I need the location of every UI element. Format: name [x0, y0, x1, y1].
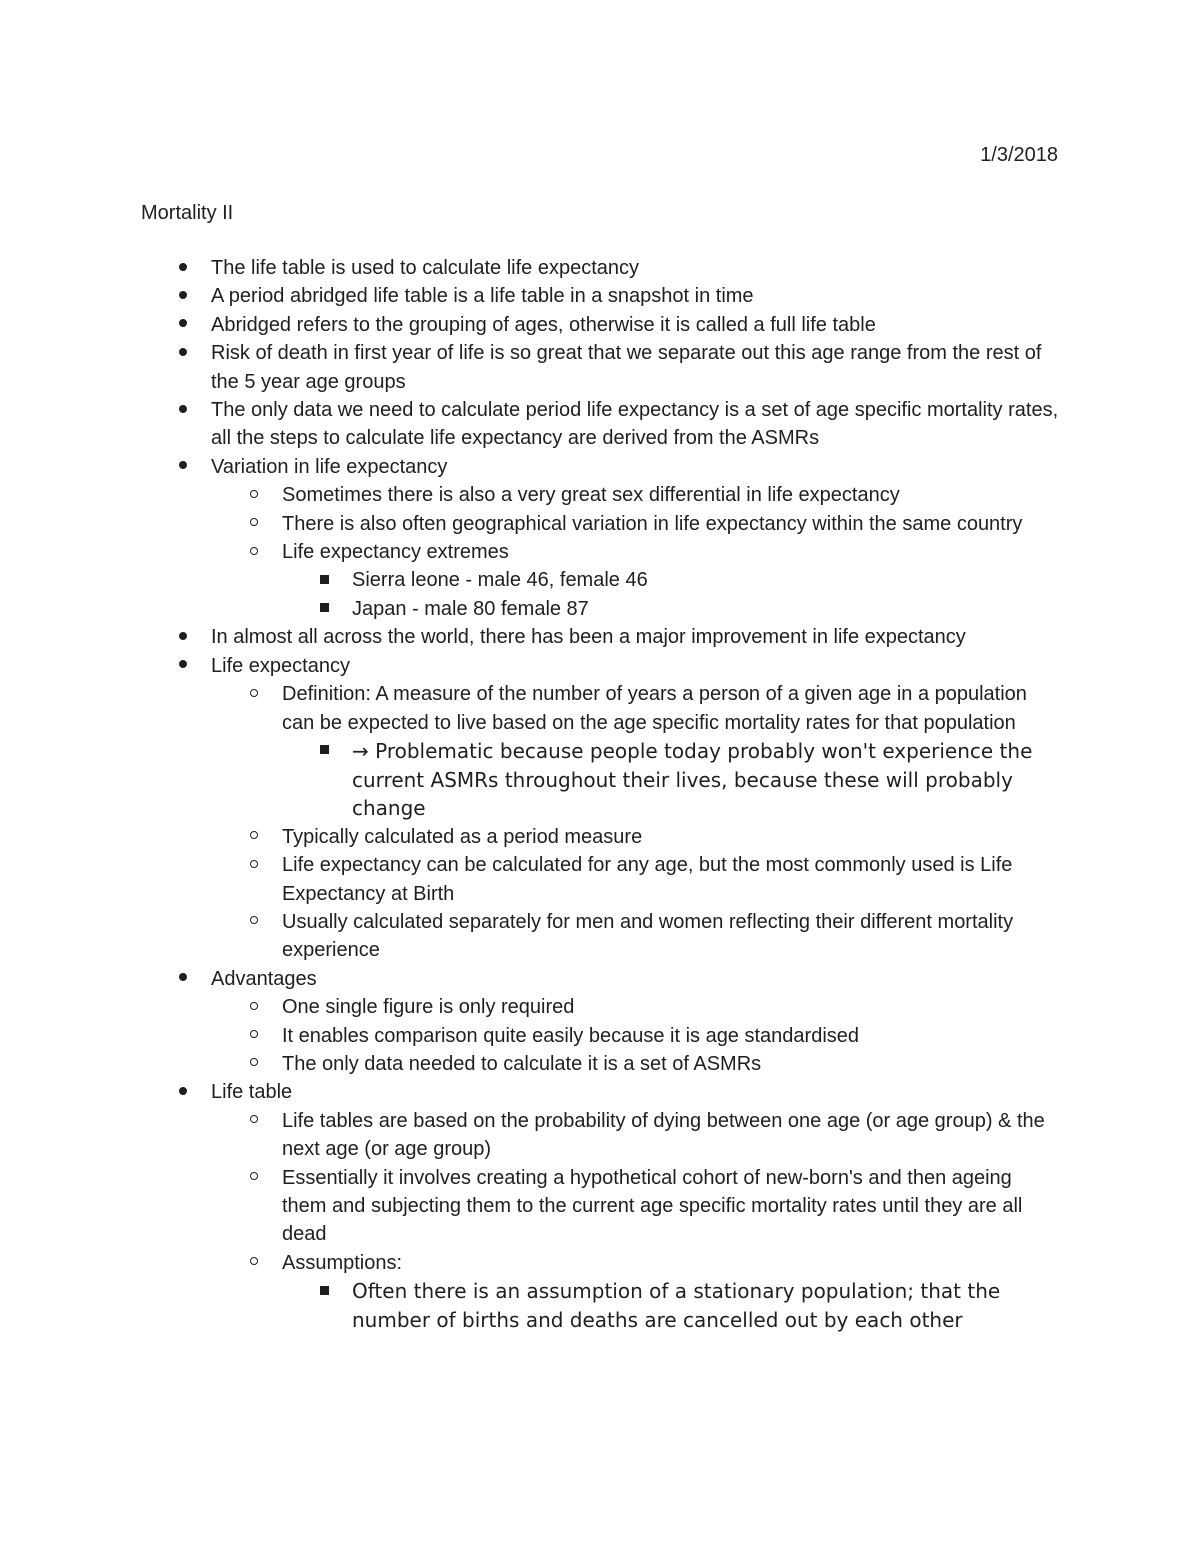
- list-item: [141, 339, 1061, 396]
- list-level-3: [141, 1277, 1061, 1334]
- list-item-text: Life tables are based on the probability of dying between one age (or age group) & the next age (or age group): [282, 1109, 1045, 1161]
- list-item: [141, 823, 1061, 851]
- list-item-text: One single figure is only required: [282, 996, 575, 1019]
- list-level-1: [141, 396, 1061, 453]
- list-item-text: In almost all across the world, there has been a major improvement in life expectancy: [211, 626, 966, 649]
- list-level-3: [141, 737, 1061, 823]
- bullet-dot-icon: [173, 652, 193, 680]
- list-item: [141, 1107, 1061, 1164]
- bullet-circle-icon: [244, 680, 264, 708]
- list-item: [141, 1050, 1061, 1078]
- bullet-circle-icon: [244, 1050, 264, 1078]
- list-item: [141, 595, 1061, 623]
- list-level-2: [141, 1050, 1061, 1078]
- list-level-1: [141, 254, 1061, 282]
- list-item: [141, 623, 1061, 651]
- bullet-circle-icon: [244, 538, 264, 566]
- bullet-circle-icon: [244, 851, 264, 879]
- list-item: [141, 396, 1061, 453]
- list-item-text: Life expectancy extremes: [282, 541, 509, 564]
- list-level-1: [141, 311, 1061, 339]
- list-item: [141, 1078, 1061, 1106]
- list-item-text: It enables comparison quite easily because it is age standardised: [282, 1024, 860, 1047]
- list-item: [141, 1277, 1061, 1334]
- bullet-dot-icon: [173, 311, 193, 339]
- bullet-dot-icon: [173, 396, 193, 424]
- list-item: [141, 538, 1061, 566]
- list-level-2: [141, 908, 1061, 965]
- list-item-text: Life expectancy: [211, 654, 350, 677]
- list-item: [141, 510, 1061, 538]
- list-item: [141, 993, 1061, 1021]
- list-item-text: Typically calculated as a period measure: [282, 825, 643, 848]
- list-item: [141, 453, 1061, 481]
- list-item: [141, 680, 1061, 737]
- list-level-1: [141, 339, 1061, 396]
- list-level-1: [141, 1078, 1061, 1106]
- list-item-text: Usually calculated separately for men and women reflecting their different mortality experience: [282, 910, 1014, 962]
- date-label: 1/3/2018: [980, 144, 1058, 166]
- list-item: [141, 1164, 1061, 1249]
- list-level-1: [141, 965, 1061, 993]
- list-item-text: The only data needed to calculate it is a set of ASMRs: [282, 1052, 762, 1075]
- list-item-text: A period abridged life table is a life table in a snapshot in time: [211, 285, 754, 308]
- list-level-2: [141, 510, 1061, 538]
- list-item-text: Definition: A measure of the number of years a person of a given age in a population can be expected to live based on the age specific mortality rates for that population: [282, 683, 1027, 734]
- list-item-text: Often there is an assumption of a stationary population; that the number of births and deaths are cancelled out by each other: [352, 1279, 1001, 1332]
- bullet-circle-icon: [244, 993, 264, 1021]
- list-item-text: Sierra leone - male 46, female 46: [352, 569, 648, 592]
- bullet-circle-icon: [244, 1164, 264, 1192]
- list-item: [141, 908, 1061, 965]
- list-item: [141, 965, 1061, 993]
- list-item-text: Assumptions:: [282, 1251, 403, 1274]
- list-item: [141, 737, 1061, 823]
- bullet-dot-icon: [173, 623, 193, 651]
- bullet-dot-icon: [173, 1078, 193, 1106]
- list-item-text: Advantages: [211, 967, 317, 990]
- list-level-1: [141, 652, 1061, 680]
- list-level-2: [141, 481, 1061, 509]
- list-item-text: Sometimes there is also a very great sex differential in life expectancy: [282, 484, 900, 507]
- list-level-2: [141, 851, 1061, 908]
- bullet-circle-icon: [244, 1249, 264, 1277]
- list-level-2: [141, 538, 1061, 566]
- list-item-text: Essentially it involves creating a hypothetical cohort of new-born's and then ageing them and subjecting them to the current age specific mortality rates until they are all dead: [282, 1166, 1023, 1246]
- bullet-dot-icon: [173, 254, 193, 282]
- list-item-text: Risk of death in first year of life is so great that we separate out this age range from the rest of the 5 year age groups: [211, 342, 1042, 393]
- list-item-text: Japan - male 80 female 87: [352, 597, 589, 620]
- bullet-circle-icon: [244, 1107, 264, 1135]
- list-item: [141, 254, 1061, 282]
- list-item-text: Variation in life expectancy: [211, 455, 448, 478]
- list-item-text: Abridged refers to the grouping of ages, otherwise it is called a full life table: [211, 313, 876, 336]
- list-item-text: → Problematic because people today probably won't experience the current ASMRs throughout their lives, because these will probably change: [352, 738, 1033, 821]
- list-item: [141, 851, 1061, 908]
- list-level-2: [141, 823, 1061, 851]
- bullet-dot-icon: [173, 453, 193, 481]
- list-item: [141, 566, 1061, 594]
- list-level-2: [141, 993, 1061, 1021]
- list-item-text: Life expectancy can be calculated for any age, but the most commonly used is Life Expectancy at Birth: [282, 854, 1013, 905]
- bullet-circle-icon: [244, 1022, 264, 1050]
- list-level-2: [141, 1249, 1061, 1277]
- bullet-circle-icon: [244, 908, 264, 936]
- bullet-circle-icon: [244, 481, 264, 509]
- list-item-text: The life table is used to calculate life expectancy: [211, 257, 640, 279]
- bullet-dot-icon: [173, 282, 193, 310]
- bullet-square-icon: [314, 595, 334, 623]
- bullet-circle-icon: [244, 823, 264, 851]
- bullet-square-icon: [314, 1277, 334, 1305]
- list-item: [141, 481, 1061, 509]
- bullet-square-icon: [314, 737, 334, 765]
- list-level-2: [141, 1022, 1061, 1050]
- list-level-1: [141, 623, 1061, 651]
- list-item-text: Life table: [211, 1081, 293, 1104]
- list-item: [141, 311, 1061, 339]
- notes-list: [141, 254, 1061, 1334]
- list-level-2: [141, 1164, 1061, 1249]
- list-level-2: [141, 1107, 1061, 1164]
- bullet-dot-icon: [173, 339, 193, 367]
- list-level-1: [141, 282, 1061, 310]
- list-item-text: There is also often geographical variation in life expectancy within the same country: [282, 512, 1023, 535]
- list-item: [141, 652, 1061, 680]
- bullet-square-icon: [314, 566, 334, 594]
- list-item-text: The only data we need to calculate period life expectancy is a set of age specific mortality rates, all the steps to calculate life expectancy are derived from the ASMRs: [211, 399, 1059, 450]
- list-item: [141, 1249, 1061, 1277]
- list-level-2: [141, 680, 1061, 737]
- bullet-dot-icon: [173, 965, 193, 993]
- bullet-circle-icon: [244, 510, 264, 538]
- list-item: [141, 282, 1061, 310]
- list-item: [141, 1022, 1061, 1050]
- list-level-1: [141, 453, 1061, 481]
- list-level-3: [141, 595, 1061, 623]
- page-title: Mortality II: [141, 202, 234, 224]
- list-level-3: [141, 566, 1061, 594]
